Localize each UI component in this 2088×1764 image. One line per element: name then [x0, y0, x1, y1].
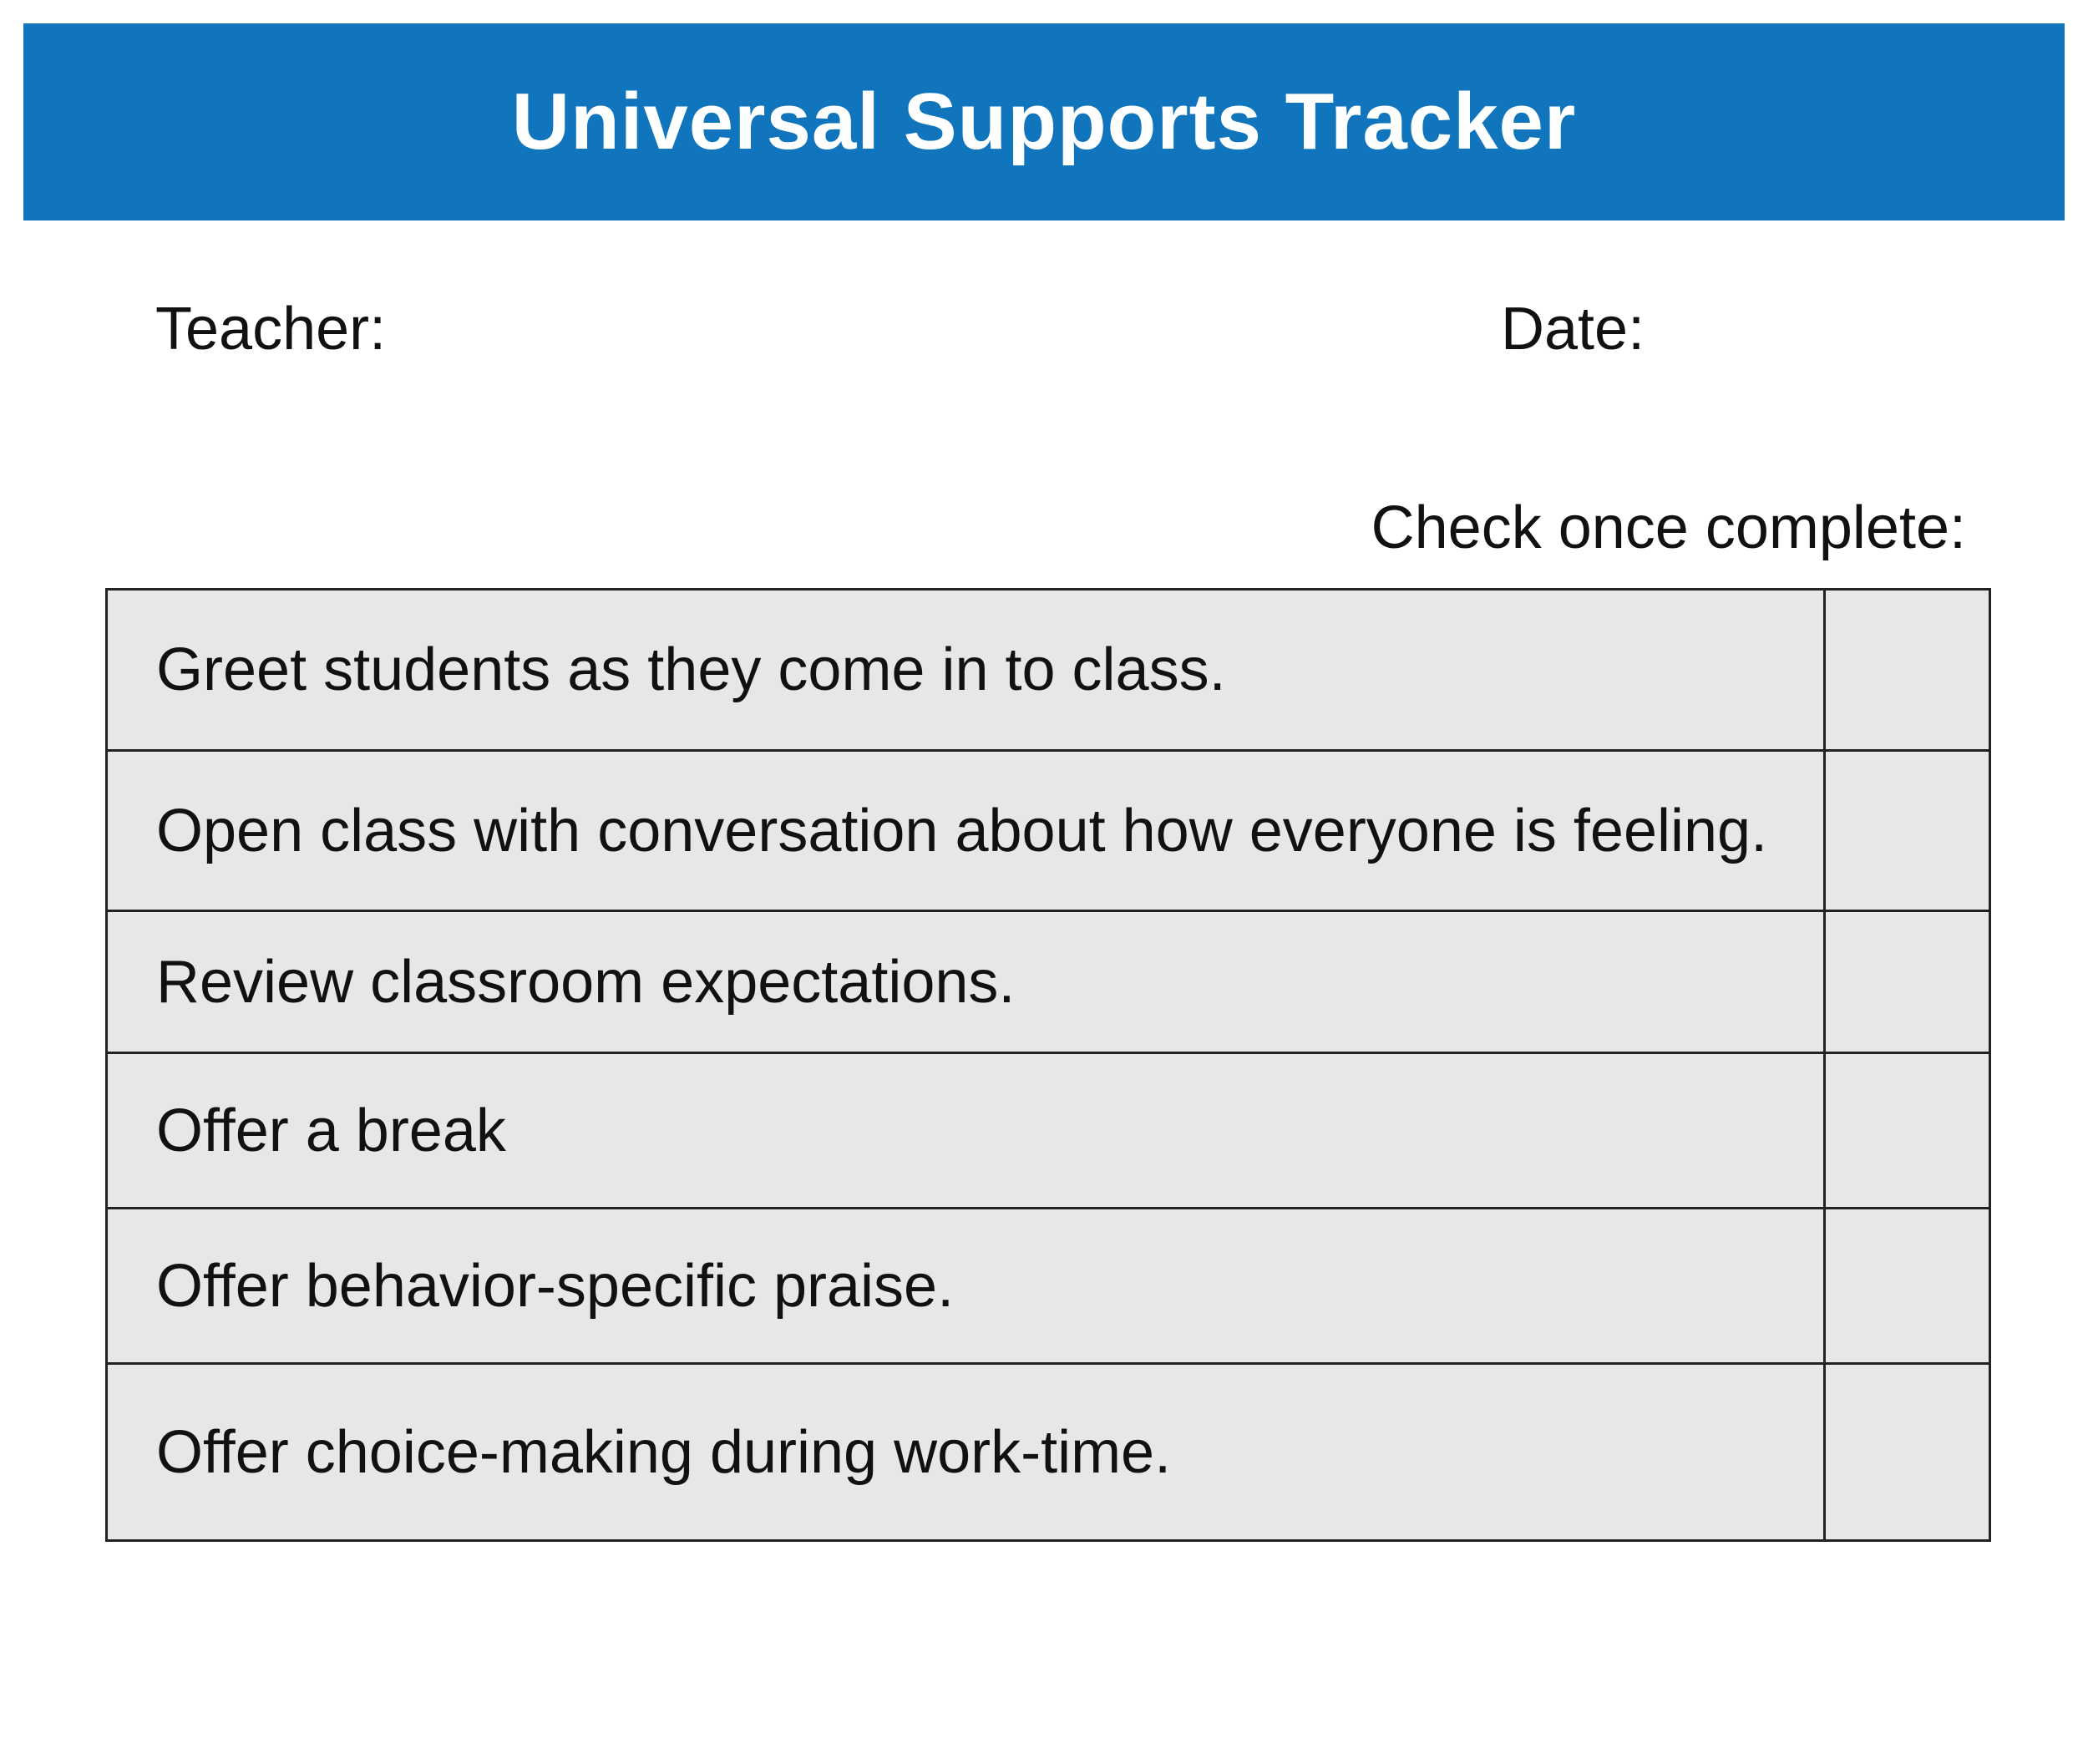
- table-row: [108, 1362, 1989, 1539]
- completion-checkbox[interactable]: [1823, 1365, 1989, 1539]
- task-text: Offer a break: [156, 1097, 506, 1164]
- task-text: Greet students as they come in to class.: [156, 636, 1226, 703]
- completion-checkbox[interactable]: [1823, 1054, 1989, 1207]
- completion-checkbox[interactable]: [1823, 752, 1989, 910]
- date-label: Date:: [1501, 296, 1645, 362]
- table-row: [108, 1052, 1989, 1207]
- check-instruction: Check once complete:: [1371, 494, 1966, 561]
- table-row: [108, 591, 1989, 749]
- task-text: Offer choice-making during work-time.: [156, 1418, 1172, 1486]
- table-row: [108, 749, 1989, 910]
- tracker-table: [105, 588, 1991, 1542]
- completion-checkbox[interactable]: [1823, 591, 1989, 749]
- table-row: [108, 910, 1989, 1052]
- task-text: Open class with conversation about how everyone is feeling.: [156, 797, 1768, 864]
- completion-checkbox[interactable]: [1823, 912, 1989, 1052]
- completion-checkbox[interactable]: [1823, 1209, 1989, 1362]
- page-title: Universal Supports Tracker: [511, 77, 1577, 166]
- task-text: Review classroom expectations.: [156, 948, 1016, 1016]
- task-text: Offer behavior-specific praise.: [156, 1252, 955, 1320]
- title-banner: [23, 23, 2065, 220]
- table-row: [108, 1207, 1989, 1362]
- teacher-label: Teacher:: [155, 296, 387, 362]
